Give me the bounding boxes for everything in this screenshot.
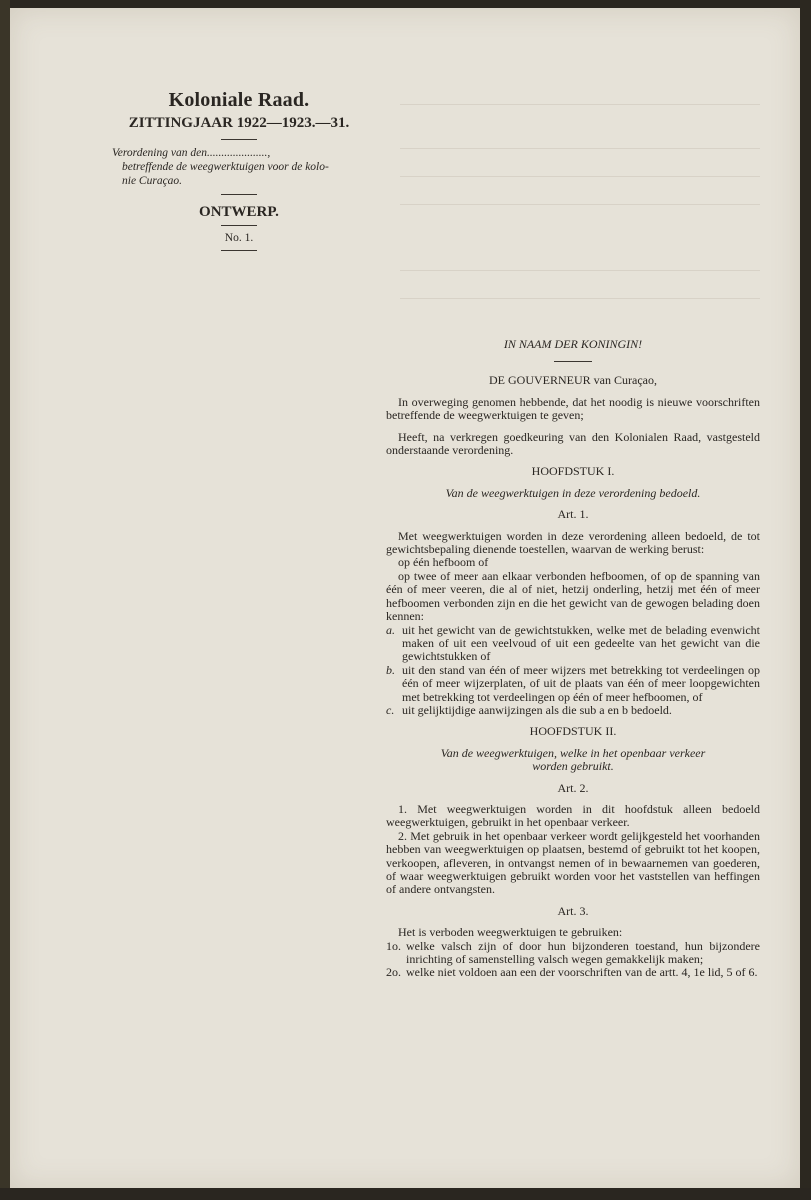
document-number: No. 1.	[224, 232, 254, 244]
invocation: IN NAAM DER KONINGIN!	[503, 337, 643, 351]
list-marker: c.	[386, 702, 395, 717]
ordinance-line-1: Verordening van den.....................,	[112, 147, 271, 159]
list-text: welke niet voldoen aan een der voorschriften van de artt. 4, 1e lid, 5 of 6.	[406, 965, 758, 980]
considering-paragraph: In overweging genomen hebbende, dat het noodig is nieuwe voorschriften betreffende de weegwerktuigen te geven;	[386, 394, 760, 423]
chapter-2-title-line-1: Van de weegwerktuigen, welke in het openbaar verkeer	[440, 745, 706, 760]
ordinance-text	[386, 338, 760, 980]
governor-line: DE GOUVERNEUR van Curaçao,	[489, 373, 657, 388]
chapter-2-title-line-2: worden gebruikt.	[532, 759, 614, 774]
article-2-paragraph-1: 1. Met weegwerktuigen worden in dit hoofdstuk alleen bedoeld weegwerktuigen, gebruikt in het openbaar verkeer.	[386, 801, 760, 830]
article-2-heading: Art. 2.	[557, 780, 589, 795]
page-edge-right	[800, 0, 811, 1200]
ordinance-subject	[112, 146, 364, 188]
chapter-2-heading: HOOFDSTUK II.	[529, 724, 617, 739]
chapter-1-title: Van de weegwerktuigen in deze verordening bedoeld.	[445, 485, 701, 500]
list-marker: a.	[386, 622, 395, 637]
bleed-through-line	[400, 204, 760, 205]
bleed-through-line	[400, 298, 760, 299]
list-text: uit den stand van één of meer wijzers met betrekking tot verdeelingen op één of meer wijzerplaten, of uit de plaats van één of meer loopgewichten met betrekking tot verdeelingen op één of meer hefboomen, of	[402, 662, 760, 704]
list-marker: b.	[386, 662, 395, 677]
invocation-divider	[554, 361, 592, 362]
ordinance-line-2: betreffende de weegwerktuigen voor de kolo-	[122, 161, 329, 173]
list-marker: 1o.	[386, 938, 401, 953]
article-3-heading: Art. 3.	[557, 903, 589, 918]
article-1-item	[386, 664, 760, 704]
article-1-intro: Met weegwerktuigen worden in deze verordening alleen bedoeld, de tot gewichtsbepaling dienende toestellen, waarvan de werking berust:	[386, 528, 760, 557]
header-divider	[221, 194, 257, 195]
bleed-through-line	[400, 104, 760, 105]
draft-label: ONTWERP.	[199, 204, 279, 220]
list-marker: 2o.	[386, 965, 401, 980]
article-3-item	[386, 940, 760, 967]
page-edge-left	[0, 0, 10, 1200]
article-3-intro: Het is verboden weegwerktuigen te gebruiken:	[398, 925, 623, 940]
ordinance-line-3: nie Curaçao.	[122, 175, 183, 187]
bleed-through-line	[400, 270, 760, 271]
list-text: uit gelijktijdige aanwijzingen als die sub a en b bedoeld.	[402, 702, 672, 717]
council-title: Koloniale Raad.	[168, 89, 310, 111]
article-1-item	[386, 624, 760, 664]
enacted-paragraph: Heeft, na verkregen goedkeuring van den Kolonialen Raad, vastgesteld onderstaande verordening.	[386, 429, 760, 458]
bleed-through-line	[400, 148, 760, 149]
document-header	[110, 88, 368, 257]
article-1-item	[386, 704, 760, 717]
list-text: welke valsch zijn of door hun bijzonderen toestand, hun bijzondere inrichting of samenstelling valsch wegen gemakkelijk maken;	[406, 938, 760, 967]
article-3-item	[386, 966, 760, 979]
article-1-line-b: op twee of meer aan elkaar verbonden hefboomen, of op de spanning van één of meer veeren, die al of niet, hetzij onderling, hetzij met één of meer hefboomen verbonden zijn en die het gewicht van de gewogen belading doen kennen:	[386, 568, 760, 624]
chapter-1-heading: HOOFDSTUK I.	[531, 464, 615, 479]
list-text: uit het gewicht van de gewichtstukken, welke met de belading evenwicht maken of uit een veelvoud of uit een gedeelte van het gewicht van die gewichtstukken of	[402, 622, 760, 664]
header-divider	[221, 250, 257, 251]
session-year: ZITTINGJAAR 1922—1923.—31.	[128, 115, 350, 131]
page-edge-bottom	[0, 1188, 811, 1200]
bleed-through-line	[400, 176, 760, 177]
article-1-heading: Art. 1.	[557, 507, 589, 522]
header-divider	[221, 225, 257, 226]
article-2-paragraph-2: 2. Met gebruik in het openbaar verkeer wordt gelijkgesteld het voorhanden hebben van weegwerktuigen op plaatsen, bestemd of gebruikt tot het koopen, verkoopen, afleveren, in ontvangst nemen of in bewaarnemen van goederen, of waar weegwerktuigen gebruikt worden voor het vaststellen van heffingen of andere ontvangsten.	[386, 828, 760, 897]
header-divider	[221, 139, 257, 140]
article-1-line-a: op één hefboom of	[398, 555, 489, 570]
